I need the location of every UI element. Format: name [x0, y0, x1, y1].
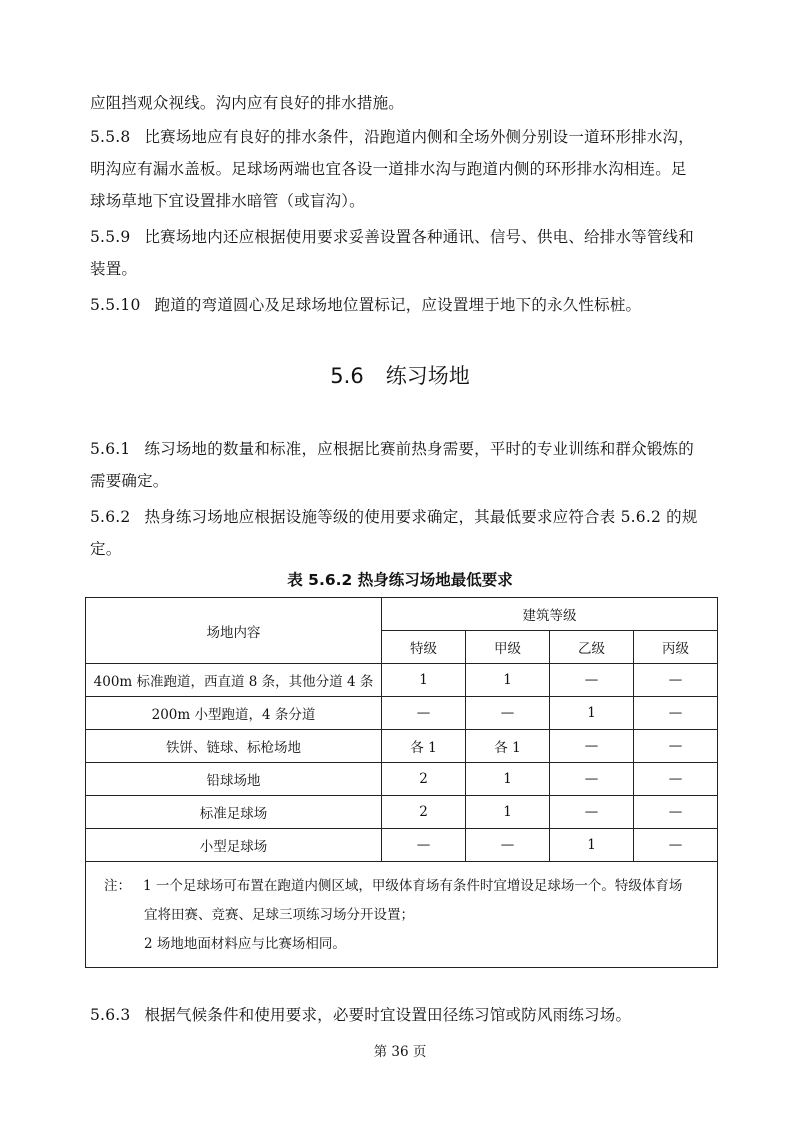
row-value: 各 1 — [382, 730, 466, 763]
paragraph-line — [90, 92, 715, 114]
table-row — [86, 763, 718, 796]
clause-number: 5.6.3 — [90, 1006, 131, 1024]
row-name: 200m 小型跑道，4 条分道 — [86, 697, 382, 730]
clause-text: 球场草地下宜设置排水暗管（或盲沟）。 — [90, 192, 365, 210]
clause-number: 5.6.1 — [90, 440, 131, 458]
paragraph-text: 应阻挡观众视线。沟内应有良好的排水措施。 — [90, 94, 405, 112]
table-header-row — [86, 598, 718, 631]
row-value: 1 — [466, 763, 550, 796]
clause-5-6-3 — [90, 1004, 715, 1026]
clause-number: 5.5.9 — [90, 228, 131, 246]
row-value: — — [634, 763, 718, 796]
row-name: 铁饼、链球、标枪场地 — [86, 730, 382, 763]
table-row — [86, 697, 718, 730]
clause-5-5-8 — [90, 126, 715, 148]
paragraph-line — [90, 538, 715, 560]
clause-5-5-9 — [90, 226, 715, 248]
row-value: — — [634, 829, 718, 862]
clause-5-6-1 — [90, 438, 715, 460]
row-value: — — [382, 697, 466, 730]
row-value: — — [466, 697, 550, 730]
header-grade: 建筑等级 — [382, 598, 718, 631]
section-number: 5.6 — [330, 364, 364, 388]
table-note — [86, 862, 718, 968]
clause-text: 装置。 — [90, 260, 138, 278]
table-note-row — [86, 862, 718, 968]
table-row — [86, 730, 718, 763]
clause-text: 定。 — [90, 540, 122, 558]
row-value: — — [550, 796, 634, 829]
page-number: 第 36 页 — [373, 1044, 427, 1060]
table-row — [86, 664, 718, 697]
paragraph-line — [90, 470, 715, 492]
row-name: 铅球场地 — [86, 763, 382, 796]
row-name: 400m 标准跑道，西直道 8 条，其他分道 4 条 — [86, 664, 382, 697]
section-title: 练习场地 — [385, 364, 470, 388]
row-value: — — [634, 664, 718, 697]
row-value: 各 1 — [466, 730, 550, 763]
grade-cell: 特级 — [382, 631, 466, 664]
row-value: — — [634, 730, 718, 763]
row-value: 1 — [466, 664, 550, 697]
clause-text: 根据气候条件和使用要求，必要时宜设置田径练习馆或防风雨练习场。 — [144, 1006, 632, 1024]
row-value: — — [466, 829, 550, 862]
note-line — [104, 930, 707, 959]
row-value: — — [634, 796, 718, 829]
note-text: 1 一个足球场可布置在跑道内侧区域，甲级体育场有条件时宜增设足球场一个。特级体育场 — [143, 878, 683, 894]
row-value: 1 — [550, 697, 634, 730]
row-name: 标准足球场 — [86, 796, 382, 829]
clause-text: 练习场地的数量和标准，应根据比赛前热身需要，平时的专业训练和群众锻炼的 — [144, 440, 694, 458]
clause-text: 比赛场地内还应根据使用要求妥善设置各种通讯、信号、供电、给排水等管线和 — [144, 228, 694, 246]
row-value: — — [382, 829, 466, 862]
row-value: 2 — [382, 763, 466, 796]
clause-text: 热身练习场地应根据设施等级的使用要求确定，其最低要求应符合表 5.6.2 的规 — [144, 508, 698, 526]
clause-number: 5.5.8 — [90, 128, 131, 146]
row-value: — — [634, 697, 718, 730]
clause-number: 5.6.2 — [90, 508, 131, 526]
paragraph-line — [90, 190, 715, 212]
row-value: — — [550, 664, 634, 697]
note-text: 2 场地地面材料应与比赛场相同。 — [144, 936, 346, 952]
row-value: — — [550, 763, 634, 796]
clause-text: 明沟应有漏水盖板。足球场两端也宜各设一道排水沟与跑道内侧的环形排水沟相连。足 — [90, 160, 687, 178]
note-line — [104, 872, 707, 901]
grade-cell: 乙级 — [550, 631, 634, 664]
table-row — [86, 796, 718, 829]
row-value: 1 — [550, 829, 634, 862]
section-heading — [0, 362, 800, 390]
row-value: — — [550, 730, 634, 763]
header-content: 场地内容 — [86, 598, 382, 664]
paragraph-line — [90, 258, 715, 280]
note-label: 注： — [104, 878, 131, 894]
note-line — [104, 901, 707, 930]
table-row — [86, 829, 718, 862]
row-value: 1 — [382, 664, 466, 697]
table-caption: 表 5.6.2 热身练习场地最低要求 — [287, 571, 513, 589]
paragraph-line — [90, 158, 715, 180]
row-name: 小型足球场 — [86, 829, 382, 862]
grade-cell: 甲级 — [466, 631, 550, 664]
clause-text: 比赛场地应有良好的排水条件，沿跑道内侧和全场外侧分别设一道环形排水沟， — [144, 128, 694, 146]
row-value: 1 — [466, 796, 550, 829]
requirements-table — [85, 597, 718, 968]
note-text: 宜将田赛、竞赛、足球三项练习场分开设置； — [144, 907, 414, 923]
row-value: 2 — [382, 796, 466, 829]
clause-text: 需要确定。 — [90, 472, 169, 490]
clause-text: 跑道的弯道圆心及足球场地位置标记，应设置埋于地下的永久性标桩。 — [154, 296, 642, 314]
clause-5-5-10 — [90, 294, 715, 316]
grade-cell: 丙级 — [634, 631, 718, 664]
clause-5-6-2 — [90, 506, 715, 528]
clause-number: 5.5.10 — [90, 296, 141, 314]
